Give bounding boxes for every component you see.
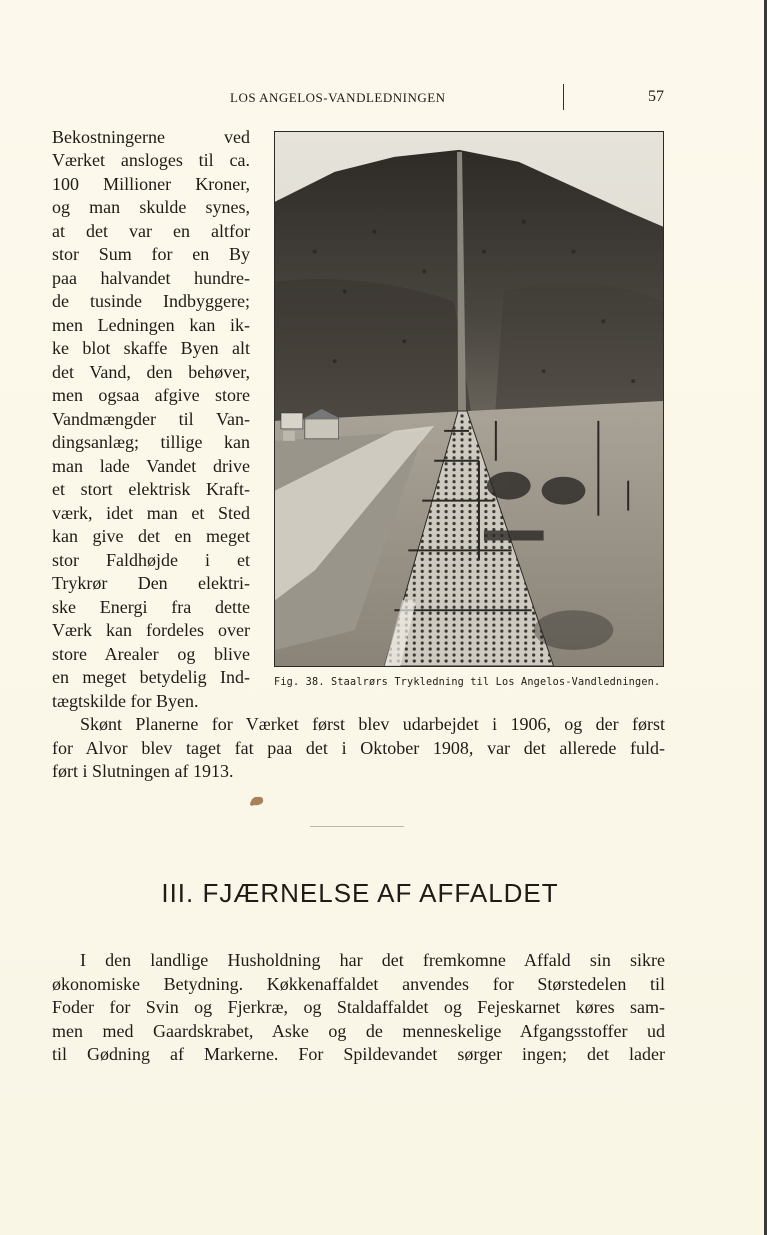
section-divider <box>310 826 404 827</box>
running-head <box>52 88 664 108</box>
pipeline-photo-illustration <box>275 132 663 666</box>
paragraph1-line: stor Sum for en By <box>52 244 250 264</box>
paragraph1-line: store Arealer og blive <box>52 644 250 664</box>
paragraph1-line: Bekostningerne ved <box>52 127 250 147</box>
paragraph1-line: kan give det en meget <box>52 526 250 546</box>
paragraph1-line: Værket ansloges til ca. <box>52 150 250 170</box>
paragraph1-line: Trykrør Den elektri- <box>52 573 250 593</box>
paragraph3-line: økonomiske Betydning. Køkkenaffaldet anvendes for Størstedelen til <box>52 974 665 994</box>
paragraph1-line: værk, idet man et Sted <box>52 503 250 523</box>
paragraph3-line: I den landlige Husholdning har det fremkomne Affald sin sikre <box>80 950 665 970</box>
paragraph1-line: at det var en altfor <box>52 221 250 241</box>
paragraph1-line: ke blot skaffe Byen alt <box>52 338 250 358</box>
paragraph1-line: Værk kan fordeles over <box>52 620 250 640</box>
paragraph1-line: 100 Millioner Kroner, <box>52 174 250 194</box>
running-title: LOS ANGELOS-VANDLEDNINGEN <box>230 90 446 105</box>
paragraph1-line: stor Faldhøjde i et <box>52 550 250 570</box>
paragraph1-line: det Vand, den behøver, <box>52 362 250 382</box>
paragraph1-line: de tusinde Indbyggere; <box>52 291 250 311</box>
paragraph1-line: men Ledningen kan ik- <box>52 315 250 335</box>
figure-caption: Fig. 38. Staalrørs Trykledning til Los Angelos-Vandledningen. <box>274 677 661 688</box>
paragraph1-line: tægtskilde for Byen. <box>52 691 199 711</box>
paragraph1-line: ske Energi fra dette <box>52 597 250 617</box>
header-rule <box>563 84 564 110</box>
paragraph2-line: Skønt Planerne for Værket først blev udarbejdet i 1906, og der først <box>80 714 665 734</box>
paragraph1-line: paa halvandet hundre- <box>52 268 250 288</box>
paragraph3-line: til Gødning af Markerne. For Spildevandet sørger ingen; det lader <box>52 1044 665 1064</box>
paragraph3-line: Foder for Svin og Fjerkræ, og Staldaffaldet og Fejeskarnet køres sam- <box>52 997 665 1017</box>
paragraph2-line: for Alvor blev taget fat paa det i Oktober 1908, var det allerede fuld- <box>52 738 665 758</box>
paragraph2-line: ført i Slutningen af 1913. <box>52 761 234 781</box>
paragraph1-line: og man skulde synes, <box>52 197 250 217</box>
paragraph1-line: Vandmængder til Van- <box>52 409 250 429</box>
paragraph1-line: men ogsaa afgive store <box>52 385 250 405</box>
section-heading: III. FJÆRNELSE AF AFFALDET <box>161 878 559 908</box>
paragraph3-line: men med Gaardskrabet, Aske og de menneskelige Afgangsstoffer ud <box>52 1021 665 1041</box>
paragraph1-line: man lade Vandet drive <box>52 456 250 476</box>
page-number: 57 <box>648 88 664 105</box>
paragraph1-line: en meget betydelig Ind- <box>52 667 250 687</box>
paragraph1-line: et stort elektrisk Kraft- <box>52 479 250 499</box>
stain-mark <box>248 794 266 808</box>
paragraph1-line: dingsanlæg; tillige kan <box>52 432 250 452</box>
pipeline-photograph <box>274 131 664 667</box>
